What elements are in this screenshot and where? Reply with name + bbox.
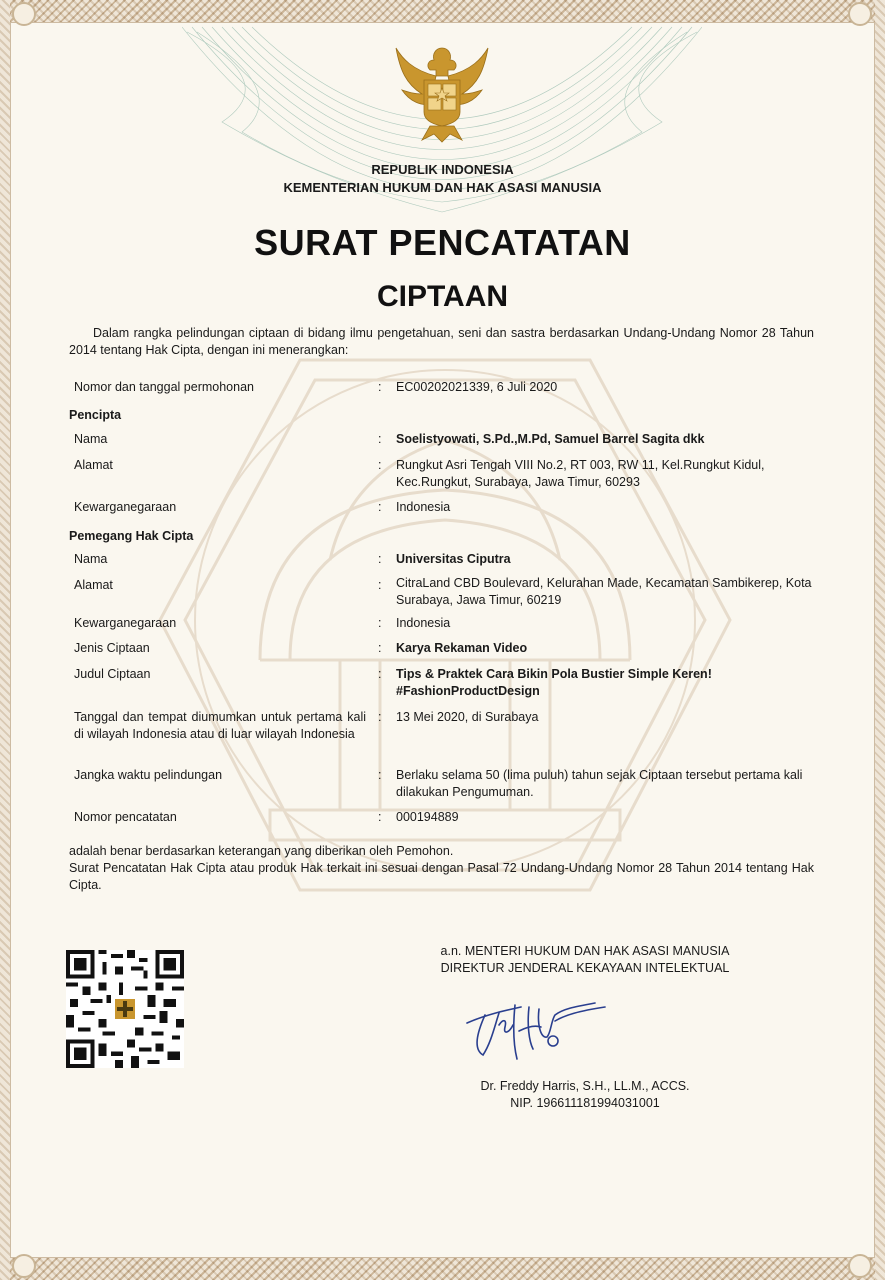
record-value: 000194889 (396, 810, 459, 824)
corner-ornament-icon (848, 2, 872, 26)
qr-code-icon (66, 950, 184, 1068)
closing-paragraph (69, 843, 814, 894)
colon: : (378, 641, 382, 655)
border-pattern-bottom (0, 1258, 885, 1280)
signer-block (400, 1078, 770, 1112)
section-creator: Pencipta (69, 408, 122, 422)
signature-block (400, 943, 770, 977)
colon: : (378, 500, 382, 514)
colon: : (378, 380, 382, 394)
handwritten-signature (455, 985, 615, 1065)
page-subtitle: CIPTAAN (376, 280, 509, 313)
published-value: 13 Mei 2020, di Surabaya (396, 710, 539, 724)
colon: : (378, 458, 382, 472)
creator-name-label: Nama (74, 432, 108, 446)
holder-address-label: Alamat (74, 578, 113, 592)
record-label: Nomor pencatatan (74, 810, 177, 824)
holder-name: Universitas Ciputra (396, 552, 511, 566)
colon: : (378, 810, 382, 824)
colon: : (378, 616, 382, 630)
term-value: Berlaku selama 50 (lima puluh) tahun sejak Ciptaan tersebut pertama kali dilakukan Pengumuman. (396, 768, 803, 799)
work-type-label: Jenis Ciptaan (74, 641, 150, 655)
closing-line2: Surat Pencatatan Hak Cipta atau produk Hak terkait ini sesuai dengan Pasal 72 Undang-Undang Nomor 28 Tahun 2014 tentang Hak Cipta. (69, 861, 814, 892)
position-line: DIREKTUR JENDERAL KEKAYAAN INTELEKTUAL (440, 961, 730, 975)
intro-paragraph: Dalam rangka pelindungan ciptaan di bidang ilmu pengetahuan, seni dan sastra berdasarkan Undang-Undang Nomor 28 Tahun 2014 tentang Hak Cipta, dengan ini menerangkan: (69, 326, 814, 357)
creator-address: Rungkut Asri Tengah VIII No.2, RT 003, RW 11, Kel.Rungkut Kidul, Kec.Rungkut, Surabaya, Jawa Timur, 60293 (396, 458, 765, 489)
work-title-line1: Tips & Praktek Cara Bikin Pola Bustier Simple Keren! (396, 667, 712, 681)
term-label: Jangka waktu pelindungan (74, 768, 223, 782)
work-title-label: Judul Ciptaan (74, 667, 151, 681)
holder-name-label: Nama (74, 552, 108, 566)
colon: : (378, 432, 382, 446)
page-title: SURAT PENCATATAN (254, 222, 631, 263)
on-behalf-line: a.n. MENTERI HUKUM DAN HAK ASASI MANUSIA (440, 944, 730, 958)
creator-address-label: Alamat (74, 458, 113, 472)
header-ministry: KEMENTERIAN HUKUM DAN HAK ASASI MANUSIA (283, 180, 602, 195)
signer-name: Dr. Freddy Harris, S.H., LL.M., ACCS. (480, 1079, 690, 1093)
border-pattern-top (0, 0, 885, 22)
published-label: Tanggal dan tempat diumumkan untuk pertama kali di wilayah Indonesia atau di luar wilayah Indonesia (74, 710, 366, 741)
holder-address: CitraLand CBD Boulevard, Kelurahan Made, Kecamatan Sambikerep, Kota Surabaya, Jawa Timur, 60219 (396, 576, 812, 607)
creator-name: Soelistyowati, S.Pd.,M.Pd, Samuel Barrel Sagita dkk (396, 432, 705, 446)
colon: : (378, 552, 382, 566)
holder-citizenship-label: Kewarganegaraan (74, 616, 177, 630)
corner-ornament-icon (12, 2, 36, 26)
application-value: EC00202021339, 6 Juli 2020 (396, 380, 558, 394)
header-country: REPUBLIK INDONESIA (371, 162, 514, 177)
garuda-emblem (392, 40, 492, 145)
creator-citizenship: Indonesia (396, 500, 451, 514)
section-holder: Pemegang Hak Cipta (69, 529, 194, 543)
holder-citizenship: Indonesia (396, 616, 451, 630)
corner-ornament-icon (12, 1254, 36, 1278)
colon: : (378, 667, 382, 681)
creator-citizenship-label: Kewarganegaraan (74, 500, 177, 514)
colon: : (378, 768, 382, 782)
colon: : (378, 578, 382, 592)
corner-ornament-icon (848, 1254, 872, 1278)
colon: : (378, 710, 382, 724)
work-title-line2: #FashionProductDesign (396, 684, 540, 698)
application-label: Nomor dan tanggal permohonan (74, 380, 254, 394)
closing-line1: adalah benar berdasarkan keterangan yang diberikan oleh Pemohon. (69, 844, 454, 858)
signer-nip: NIP. 196611181994031001 (510, 1096, 660, 1110)
work-type: Karya Rekaman Video (396, 641, 528, 655)
